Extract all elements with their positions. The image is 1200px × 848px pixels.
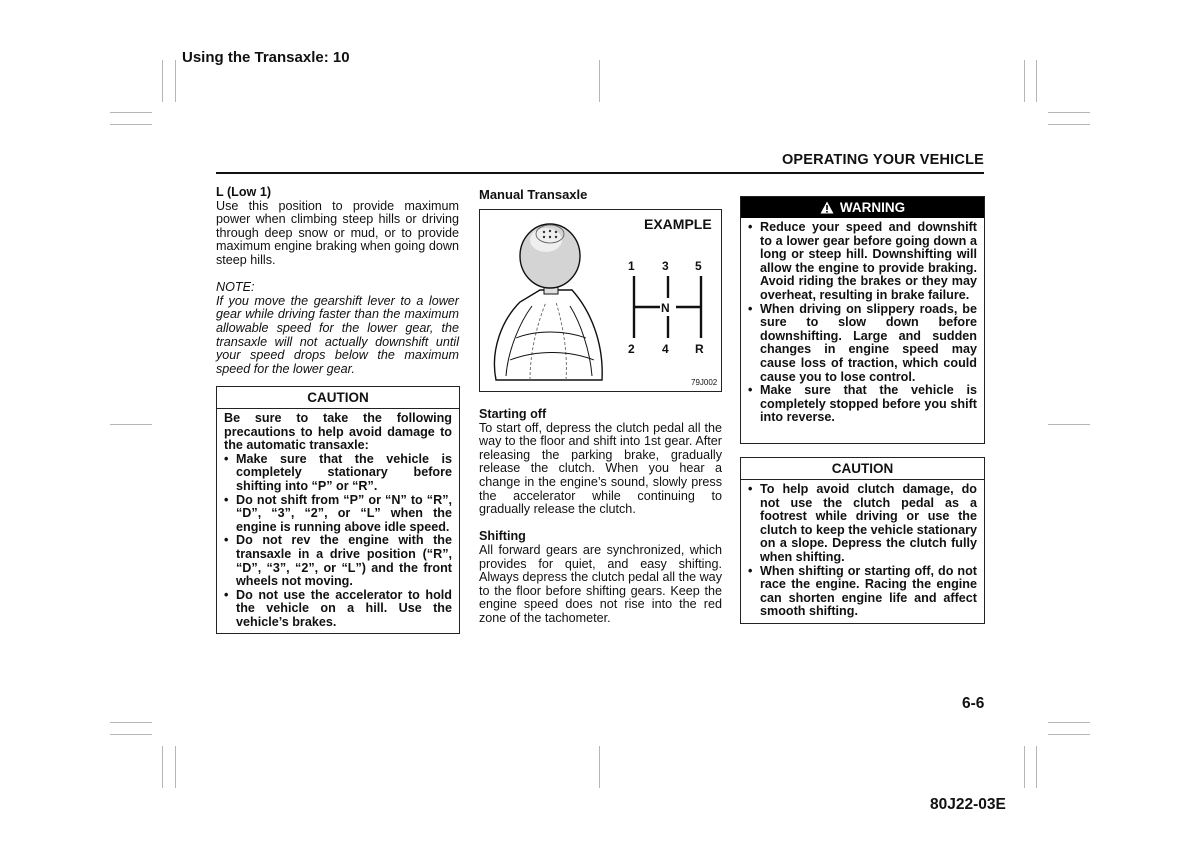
note-paragraph: If you move the gearshift lever to a lower gear while driving faster than the maximum allowable speed for the lower gear, the transaxle will not actually downshift until your speed drops below the maximum speed for the lower gear.	[216, 293, 459, 376]
manual-transaxle-heading: Manual Transaxle	[479, 187, 588, 202]
gear-label-1: 1	[628, 259, 635, 273]
list-item: • To help avoid clutch damage, do not use the clutch pedal as a footrest while driving or use the clutch to keep the vehicle stationary on a slope. Depress the clutch fully when shifting.	[748, 483, 977, 565]
warning-triangle-icon	[820, 201, 834, 214]
low-paragraph: Use this position to provide maximum power when climbing steep hills or driving through deep snow or mud, or to provide maximum engine braking when going down steep hills.	[216, 198, 459, 267]
gear-label-5: 5	[695, 259, 702, 273]
crop-mark	[110, 722, 152, 723]
crop-mark	[1036, 60, 1037, 102]
caution-intro: Be sure to take the following precautions to help avoid damage to the automatic transaxle:	[224, 411, 452, 453]
crop-mark	[162, 746, 163, 788]
caution-list	[748, 483, 977, 619]
list-item: • Do not shift from “P” or “N” to “R”, “D”, “3”, “2”, or “L” when the engine is running above idle speed.	[224, 494, 452, 535]
caution-body	[741, 480, 984, 623]
middle-column-text	[479, 408, 722, 626]
warning-header	[741, 197, 984, 218]
starting-paragraph: To start off, depress the clutch pedal all the way to the floor and shift into 1st gear. After releasing the parking brake, gradually release the clutch. When you hear a change in the engine’s sound, slowly press the accelerator while continuing to gradually release the clutch.	[479, 420, 722, 517]
crop-mark	[1048, 722, 1090, 723]
crop-mark	[110, 112, 152, 113]
crop-mark	[175, 60, 176, 102]
caution-list	[224, 453, 452, 630]
section-title: OPERATING YOUR VEHICLE	[781, 152, 984, 168]
low-heading: L (Low 1)	[216, 185, 272, 199]
list-item: • Make sure that the vehicle is completely stationary before shifting into “P” or “R”.	[224, 453, 452, 494]
list-item: • Do not rev the engine with the transaxle in a drive position (“R”, “D”, “3”, “2”, or “L”) and the front wheels not moving.	[224, 534, 452, 588]
header-rule	[216, 172, 984, 174]
crop-mark	[110, 124, 152, 125]
crop-mark	[162, 60, 163, 102]
gear-label-2: 2	[628, 342, 635, 356]
starting-heading: Starting off	[479, 407, 547, 421]
crop-mark	[110, 424, 152, 425]
page-number: 6-6	[962, 695, 985, 712]
crop-mark	[1048, 424, 1090, 425]
warning-body	[741, 218, 984, 429]
crop-mark	[1048, 112, 1090, 113]
list-item: • When shifting or starting off, do not race the engine. Racing the engine can shorten engine life and affect smooth shifting.	[748, 565, 977, 619]
note-label: NOTE:	[216, 280, 255, 295]
crop-mark	[110, 734, 152, 735]
list-item: • Reduce your speed and downshift to a lower gear before going down a long or steep hill. Downshifting will allow the engine to provide braking. Avoid riding the brakes or they may overheat, resulting in brake failure.	[748, 221, 977, 303]
gearshift-knob-illustration	[480, 210, 721, 391]
crop-mark	[1048, 124, 1090, 125]
left-column	[216, 186, 459, 376]
caution-title: CAUTION	[217, 387, 459, 409]
figure-code: 79J002	[691, 378, 718, 387]
crop-mark	[1036, 746, 1037, 788]
warning-list	[748, 221, 977, 425]
list-item: • When driving on slippery roads, be sure to slow down before downshifting. Large and sudden changes in engine speed may cause loss of traction, which could cause you to lose control.	[748, 303, 977, 385]
gear-label-4: 4	[662, 342, 669, 356]
caution-box-automatic	[216, 386, 460, 634]
crop-mark	[1024, 746, 1025, 788]
crop-mark	[1024, 60, 1025, 102]
crop-mark	[175, 746, 176, 788]
shifting-paragraph: All forward gears are synchronized, which provides for quiet, and easy shifting. Always depress the clutch pedal all the way to the floor before shifting gears. Keep the engine speed does not rise into the red zone of the tachometer.	[479, 542, 722, 625]
caution-title: CAUTION	[741, 458, 984, 480]
caution-box-clutch	[740, 457, 985, 624]
warning-box	[740, 196, 985, 444]
gear-label-neutral: N	[661, 301, 670, 315]
shifting-heading: Shifting	[479, 529, 526, 544]
document-code: 80J22-03E	[930, 796, 1006, 813]
gear-label-3: 3	[662, 259, 669, 273]
list-item: • Do not use the accelerator to hold the vehicle on a hill. Use the vehicle’s brakes.	[224, 589, 452, 630]
list-item: • Make sure that the vehicle is completely stopped before you shift into reverse.	[748, 384, 977, 425]
warning-title: WARNING	[839, 200, 906, 215]
example-label: EXAMPLE	[644, 216, 712, 232]
gear-label-reverse: R	[695, 342, 704, 356]
chapter-header: Using the Transaxle: 10	[182, 49, 350, 66]
gearshift-figure	[479, 209, 722, 392]
crop-mark	[1048, 734, 1090, 735]
crop-mark	[599, 60, 600, 102]
caution-body	[217, 409, 459, 634]
crop-mark	[599, 746, 600, 788]
